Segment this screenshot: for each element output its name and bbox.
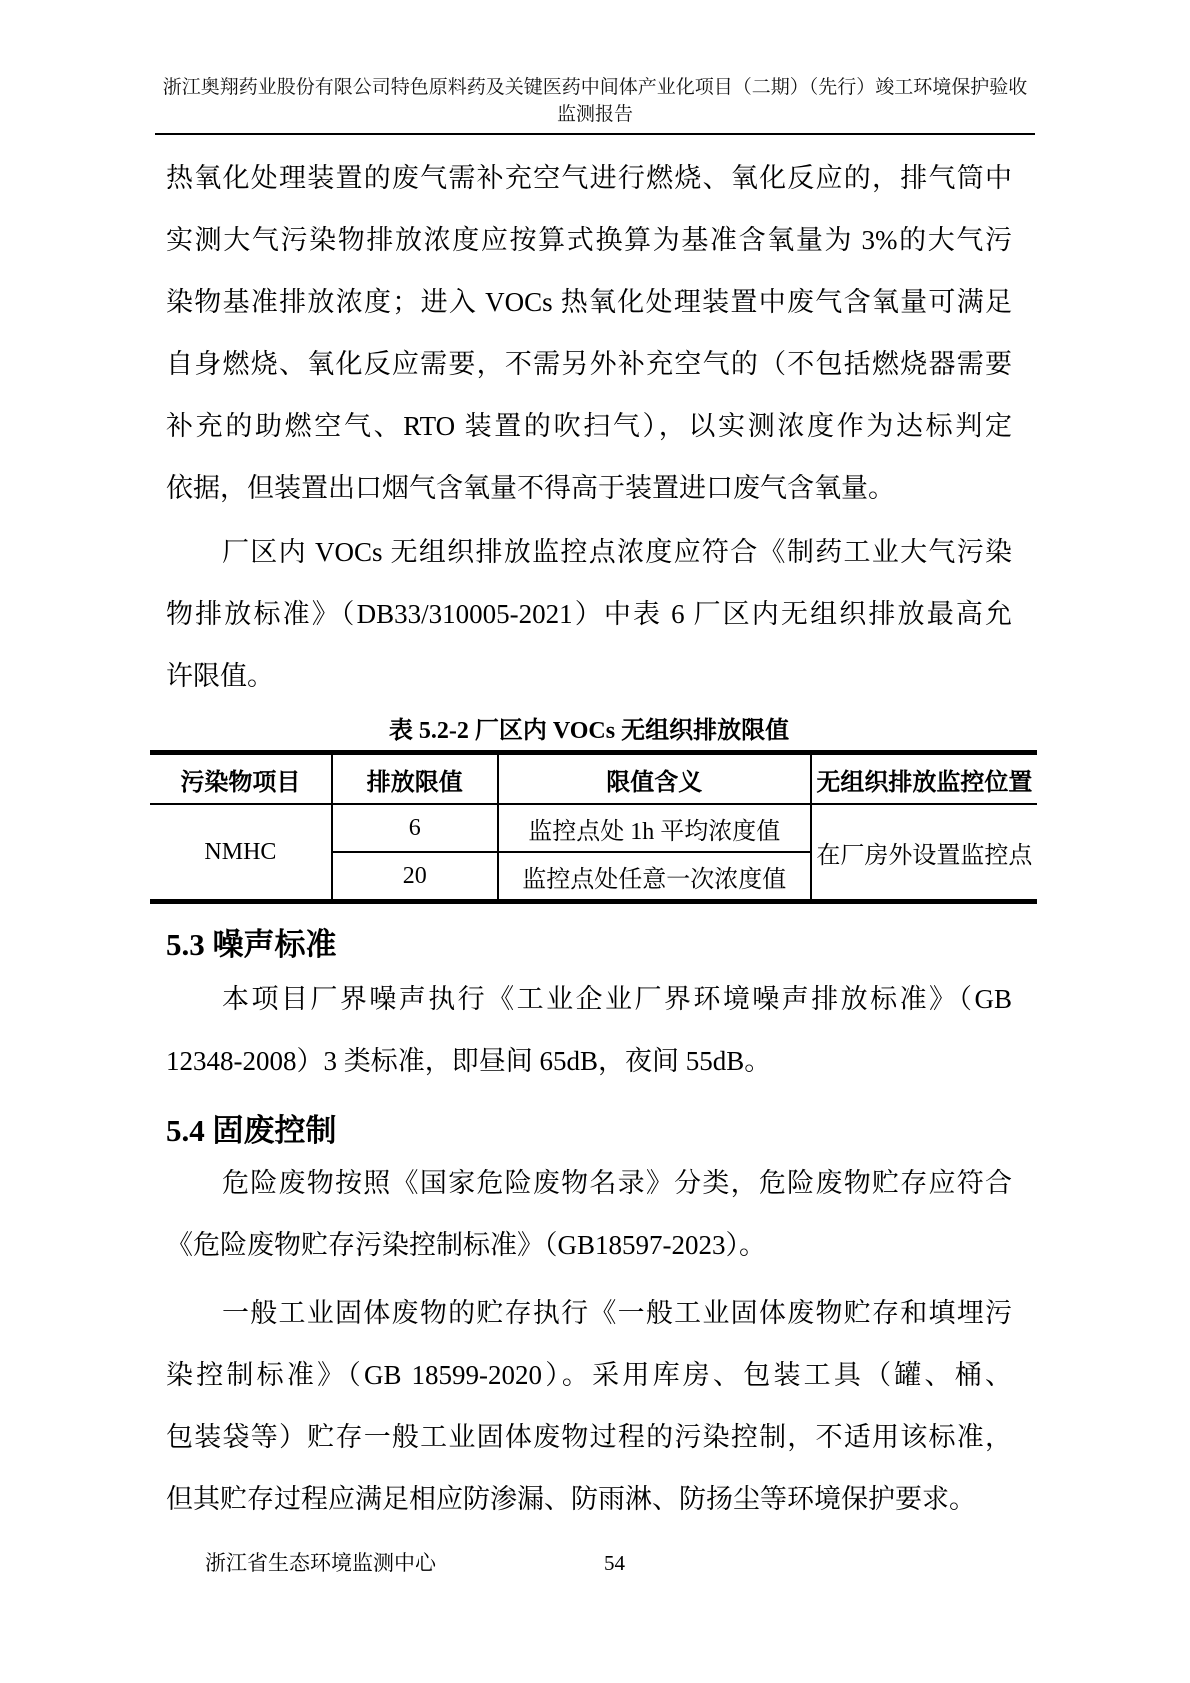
table-row [150,804,1037,852]
text-line: 物排放标准》（DB33/310005-2021）中表 6 厂区内无组织排放最高允 [166,599,1012,629]
text-line: 补充的助燃空气、RTO 装置的吹扫气），以实测浓度作为达标判定 [166,411,1012,441]
paragraph-noise-standard [166,968,1012,1092]
paragraph-thermal-oxidation [166,147,1012,519]
text-line: 厂区内 VOCs 无组织排放监控点浓度应符合《制药工业大气污染 [222,537,1012,567]
section-heading-5-4: 5.4 固废控制 [166,1113,337,1148]
section-5-3-body [166,968,1012,1092]
table-caption: 表 5.2-2 厂区内 VOCs 无组织排放限值 [388,718,790,744]
text-line: 许限值。 [166,661,274,691]
cell-limit-2: 20 [332,852,498,902]
voc-limits-table [150,750,1037,904]
paragraph-general-solid-waste [166,1282,1012,1530]
text-line: 自身燃烧、氧化反应需要，不需另外补充空气的（不包括燃烧器需要 [166,349,1012,379]
text-line: 一般工业固体废物的贮存执行《一般工业固体废物贮存和填埋污 [222,1298,1012,1328]
cell-pollutant: NMHC [204,838,277,865]
header-title-line2: 监测报告 [556,104,633,125]
cell-location: 在厂房外设置监控点 [811,804,1037,902]
paragraph-fugitive-vocs [166,521,1012,707]
col-header-pollutant: 污染物项目 [150,753,332,805]
page-body [166,147,1012,750]
text-line: 实测大气污染物排放浓度应按算式换算为基准含氧量为 3%的大气污 [166,225,1012,255]
text-line: 危险废物按照《国家危险废物名录》分类，危险废物贮存应符合 [222,1168,1012,1198]
text-line: 本项目厂界噪声执行《工业企业厂界环境噪声排放标准》（GB [222,984,1012,1014]
voc-limits-table-wrap [150,750,1037,904]
text-line: 包装袋等）贮存一般工业固体废物过程的污染控制，不适用该标准， [166,1422,1012,1452]
cell-meaning-1: 监控点处 1h 平均浓度值 [498,804,811,852]
cell-meaning-2: 监控点处任意一次浓度值 [498,852,811,902]
text-line: 热氧化处理装置的废气需补充空气进行燃烧、氧化反应的，排气筒中 [166,163,1012,193]
footer-organization: 浙江省生态环境监测中心 [205,1551,436,1575]
col-header-meaning: 限值含义 [498,753,811,805]
text-line: 依据，但装置出口烟气含氧量不得高于装置进口废气含氧量。 [166,473,895,503]
cell-limit-1: 6 [332,804,498,852]
text-line: 染物基准排放浓度；进入 VOCs 热氧化处理装置中废气含氧量可满足 [166,287,1012,317]
page-header [0,0,1190,128]
header-rule [155,133,1035,135]
text-line: 《危险废物贮存污染控制标准》（GB18597-2023）。 [166,1230,766,1260]
header-title-line1: 浙江奥翔药业股份有限公司特色原料药及关键医药中间体产业化项目（二期）（先行）竣工环境保护验收 [162,77,1028,98]
col-header-limit: 排放限值 [332,753,498,805]
footer-page-number: 54 [604,1551,625,1575]
table-header-row [150,753,1037,805]
text-line: 染控制标准》（GB 18599-2020）。采用库房、包装工具（罐、桶、 [166,1360,1012,1390]
text-line: 12348-2008）3 类标准，即昼间 65dB，夜间 55dB。 [166,1046,772,1076]
col-header-location: 无组织排放监控位置 [811,753,1037,805]
section-5-4-body [166,1152,1012,1530]
text-line: 但其贮存过程应满足相应防渗漏、防雨淋、防扬尘等环境保护要求。 [166,1484,976,1514]
section-heading-5-3: 5.3 噪声标准 [166,927,337,962]
paragraph-hazardous-waste [166,1152,1012,1276]
